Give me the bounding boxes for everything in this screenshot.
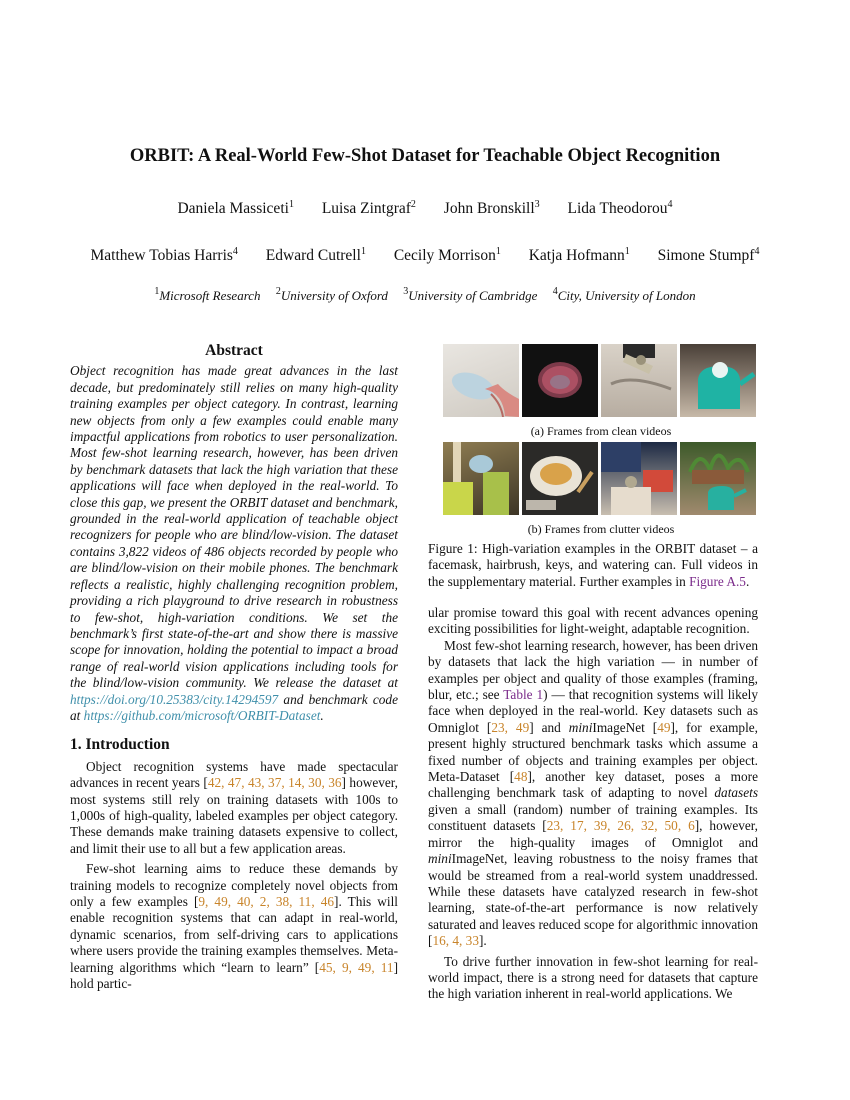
author: Simone Stumpf$^4$ (657, 246, 760, 264)
figure-1 (443, 344, 759, 537)
citation-refs[interactable]: 49 (657, 719, 671, 735)
dataset-link[interactable]: https://doi.org/10.25383/city.14294597 (70, 691, 279, 707)
right-column (428, 605, 758, 1003)
paper-title: ORBIT: A Real-World Few-Shot Dataset for Teachable Object Recognition (129, 146, 721, 166)
right-paragraph-2: To drive further innovation in few-shot learning for real-world impact, there is a strong need for datasets that capture the high variation inherent in real-world applications. We (428, 953, 758, 1002)
author: Edward Cutrell$^1$ (265, 246, 366, 264)
table-1-link[interactable]: Table 1 (503, 687, 544, 703)
author: Lida Theodorou$^4$ (567, 199, 673, 217)
author: Daniela Massiceti$^1$ (177, 199, 294, 217)
abstract-heading: Abstract (205, 342, 263, 359)
citation-refs[interactable]: 23, 49 (491, 719, 530, 735)
author: Cecily Morrison$^1$ (393, 246, 501, 264)
citation-refs[interactable]: 48 (514, 769, 528, 785)
author: Matthew Tobias Harris$^4$ (90, 246, 238, 264)
intro-paragraph-2: Few-shot learning aims to reduce these demands by training models to recognize completely novel objects from only a few examples [9, 49, 40, 2, 38, 11, 46]. This will enable recognition systems that can adapt in real-world, dynamic scenarios, from self-driving cars to applications where users provide the training examples themselves. Meta-learning algorithms which “learn to learn” [45, 9, 49, 11] hold partic- (70, 861, 398, 992)
figure-a5-link[interactable]: Figure A.5 (689, 573, 746, 589)
figure-caption: Figure 1: High-variation examples in the ORBIT dataset – a facemask, hairbrush, keys, and watering can. Full videos in the supplementary material. Further examples in Figure A.5. (428, 541, 758, 589)
facemask-clean-image (443, 344, 519, 417)
keys-clutter-image (601, 442, 677, 515)
watering-can-clean-image (680, 344, 756, 417)
section-heading-introduction: 1. Introduction (70, 736, 170, 754)
hairbrush-clutter-image (522, 442, 598, 515)
code-link[interactable]: https://github.com/microsoft/ORBIT-Dataset (83, 707, 321, 723)
facemask-clutter-image (443, 442, 519, 515)
right-paragraph-1: Most few-shot learning research, however, has been driven by datasets that lack the high variation — in number of examples per object and quality of those examples (framing, blur, etc.; see Table 1) — that recognition systems will likely face when deployed in the real-world. Key datasets such as Omniglot [23, 49] and miniImageNet [49], for example, present highly structured benchmark tasks which assume a fixed number of objects and training examples per object. Meta-Dataset [48], another key dataset, poses a more challenging benchmark task of adapting to novel datasets given a small (random) number of training examples. Its constituent datasets [23, 17, 39, 26, 32, 50, 6], however, mirror the high-quality images of Omniglot and miniImageNet, leaving robustness to the noisy frames that would be streamed from a real-world system unaddressed. While these datasets have catalyzed research in few-shot learning, state-of-the-art performance is now relatively saturated and leaves reduced scope for algorithmic innovation [16, 4, 33]. (428, 637, 759, 949)
authors-row-1 (0, 200, 850, 218)
right-paragraph-0: ular promise toward this goal with recent advances opening exciting possibilities for light-weight, adaptable recognition. (428, 605, 758, 637)
subcaption-a: (a) Frames from clean videos (530, 424, 672, 438)
author: Katja Hofmann$^1$ (528, 246, 630, 264)
affiliation: $^2$University of Oxford (275, 286, 388, 303)
author: John Bronskill$^3$ (443, 199, 540, 217)
clean-frames-row (443, 344, 759, 417)
citation-refs[interactable]: 45, 9, 49, 11 (319, 959, 394, 975)
clutter-frames-row (443, 442, 759, 515)
subcaption-b: (b) Frames from clutter videos (527, 522, 675, 536)
citation-refs[interactable]: 23, 17, 39, 26, 32, 50, 6 (546, 818, 695, 834)
citation-refs[interactable]: 42, 47, 43, 37, 14, 30, 36 (207, 775, 342, 791)
authors-row-2 (0, 247, 850, 265)
left-column (70, 343, 398, 992)
keys-clean-image (601, 344, 677, 417)
affiliation: $^4$City, University of London (552, 286, 696, 303)
affiliation: $^3$University of Cambridge (403, 286, 538, 303)
citation-refs[interactable]: 9, 49, 40, 2, 38, 11, 46 (198, 894, 335, 909)
author: Luisa Zintgraf$^2$ (321, 199, 416, 217)
watering-can-clutter-image (680, 442, 756, 515)
citation-refs[interactable]: 16, 4, 33 (432, 933, 479, 949)
hairbrush-clean-image (522, 344, 598, 417)
affiliations (0, 288, 850, 304)
intro-paragraph-1: Object recognition systems have made spectacular advances in recent years [42, 47, 43, 37, 14, 30, 36] however, most systems still rely on training datasets with 100s to 1,000s of high-quality, labeled examples per object category. These demands make training datasets expensive to collect, and limit their use to all but a few application areas. (70, 758, 398, 856)
affiliation: $^1$Microsoft Research (154, 286, 261, 303)
abstract-body: Object recognition has made great advances in the last decade, but predominately still relies on many high-quality training examples per object category. In contrast, learning new objects from only a few examples could enable many impactful applications from robotics to user personalization. Most few-shot learning research, however, has been driven by benchmark datasets that lack the high variation that these applications will face when deployed in the real-world. To close this gap, we present the ORBIT dataset and benchmark, grounded in the real-world application of teachable object recognizers for people who are blind/low-vision. The dataset contains 3,822 videos of 486 objects recorded by people who are blind/low-vision on their mobile phones. The benchmark reflects a realistic, highly challenging recognition problem, providing a rich playground to drive research in robustness to few-shot, high-variation conditions. We set the benchmark’s first state-of-the-art and show there is massive scope for innovation, holding the potential to impact a broad range of real-world vision applications including tools for the blind/low-vision community. We release the dataset at https://doi.org/10.25383/city.14294597 and benchmark code at https://github.com/microsoft/ORBIT-Dataset. (70, 363, 398, 723)
